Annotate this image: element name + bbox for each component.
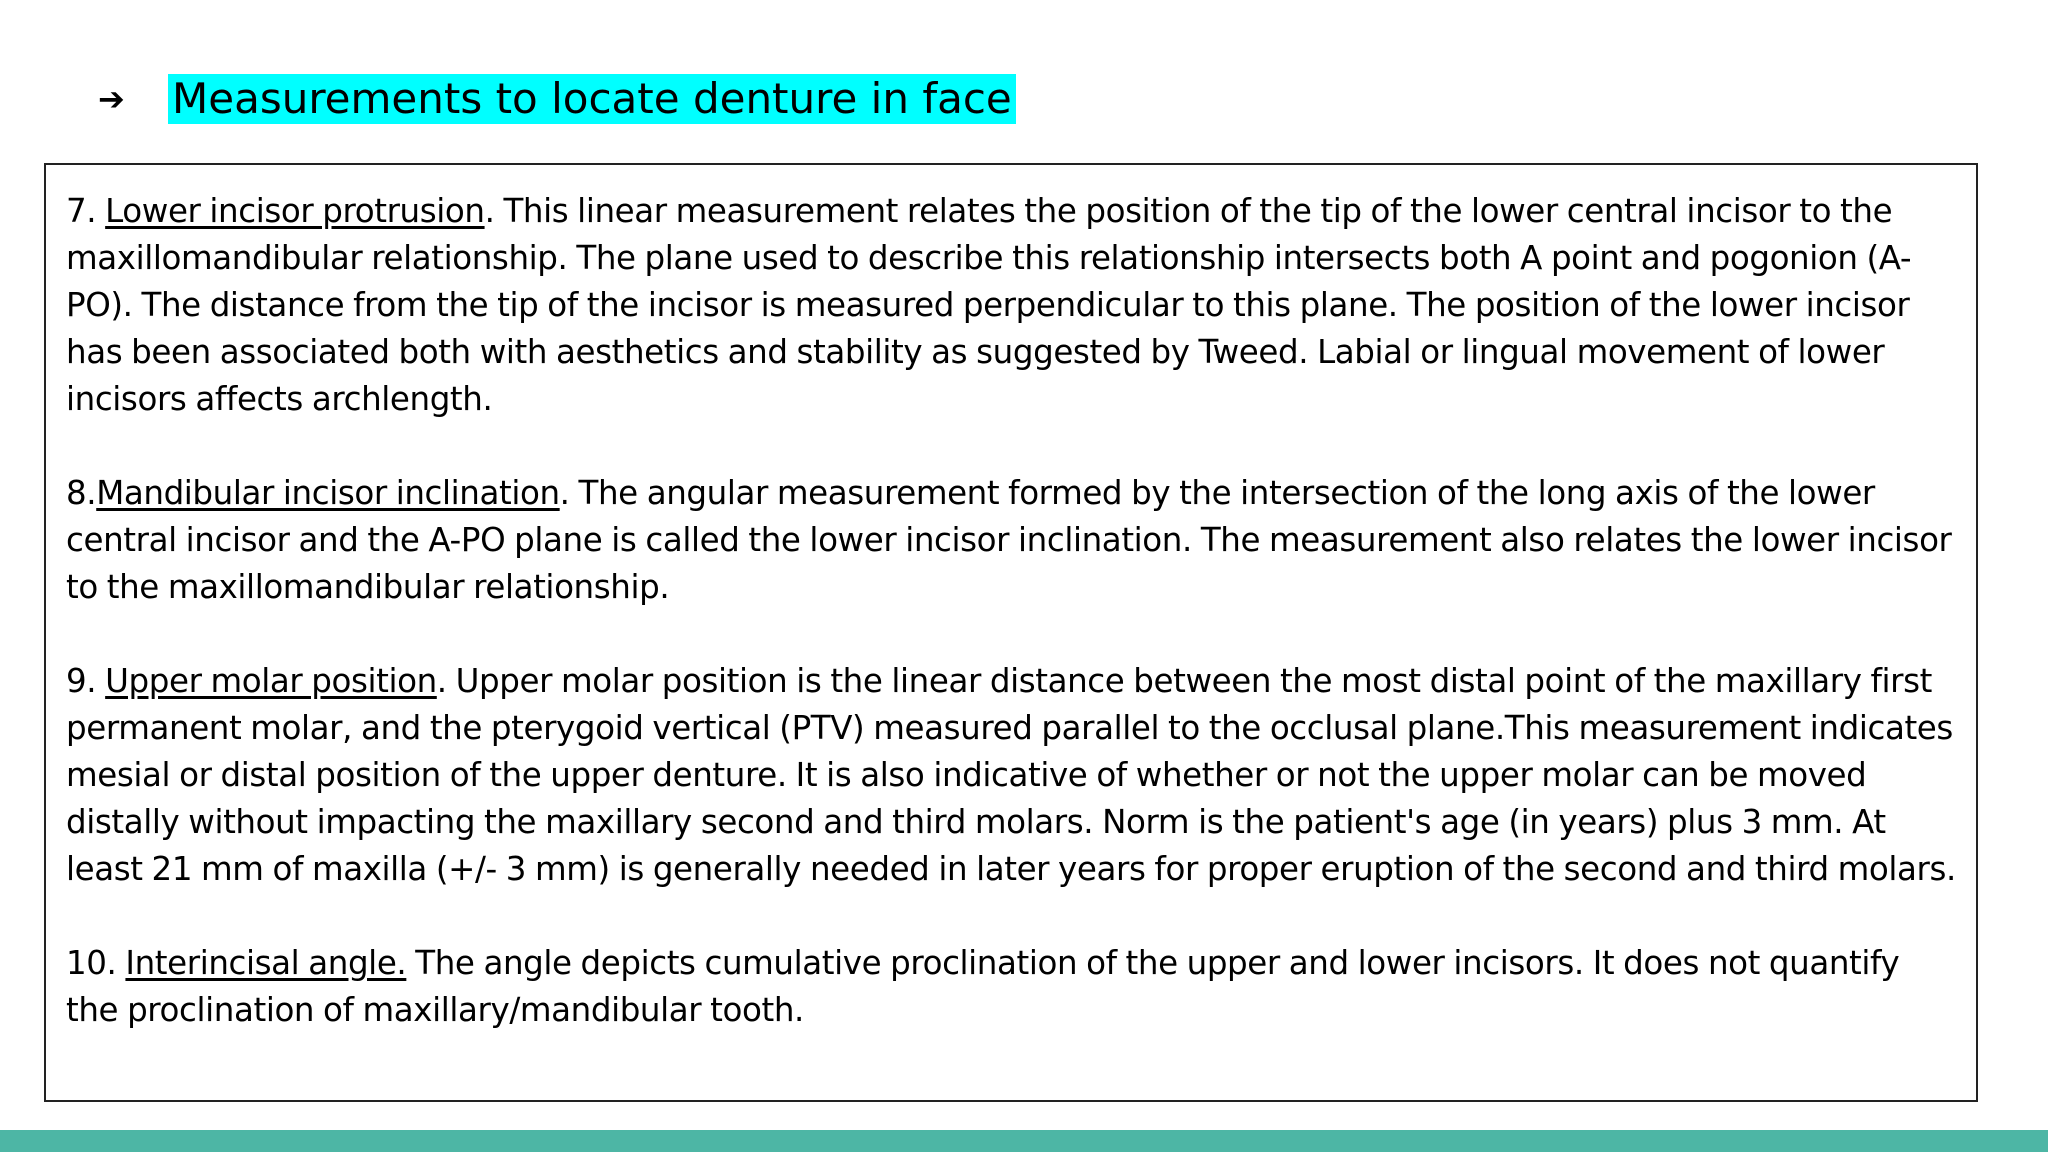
heading-title: Measurements to locate denture in face [168, 74, 1016, 124]
item-description: The angle depicts cumulative proclination of the upper and lower incisors. It does not quantify the proclination of maxillary/mandibular tooth. [66, 944, 1900, 1029]
slide-heading [98, 74, 1016, 124]
item-description: . This linear measurement relates the position of the tip of the lower central incisor to the maxillomandibular relationship. The plane used to describe this relationship intersects both A point and pogonion (A-PO). The distance from the tip of the incisor is measured perpendicular to this plane. The position of the lower incisor has been associated both with aesthetics and stability as suggested by Tweed. Labial or lingual movement of lower incisors affects archlength. [66, 192, 1912, 418]
item-term: Interincisal angle. [125, 944, 407, 982]
item-number: 9. [66, 662, 106, 700]
measurement-item-7 [66, 188, 1956, 423]
measurement-item-8 [66, 470, 1956, 611]
content-box [44, 163, 1978, 1102]
item-number: 8. [66, 474, 97, 512]
item-description: . Upper molar position is the linear distance between the most distal point of the maxillary first permanent molar, and the pterygoid vertical (PTV) measured parallel to the occlusal plane.This measurement indicates mesial or distal position of the upper denture. It is also indicative of whether or not the upper molar can be moved distally without impacting the maxillary second and third molars. Norm is the patient's age (in years) plus 3 mm. At least 21 mm of maxilla (+/- 3 mm) is generally needed in later years for proper eruption of the second and third molars. [66, 662, 1956, 888]
item-number: 10. [66, 944, 126, 982]
item-description: . The angular measurement formed by the intersection of the long axis of the lower central incisor and the A-PO plane is called the lower incisor inclination. The measurement also relates the lower incisor to the maxillomandibular relationship. [66, 474, 1952, 606]
item-number: 7. [66, 192, 106, 230]
item-term: Lower incisor protrusion [105, 192, 485, 230]
item-term: Mandibular incisor inclination [96, 474, 560, 512]
measurement-item-9 [66, 658, 1956, 893]
arrow-bullet-icon: ➔ [98, 80, 125, 118]
item-term: Upper molar position [105, 662, 437, 700]
measurement-item-10 [66, 940, 1956, 1034]
footer-bar [0, 1130, 2048, 1152]
